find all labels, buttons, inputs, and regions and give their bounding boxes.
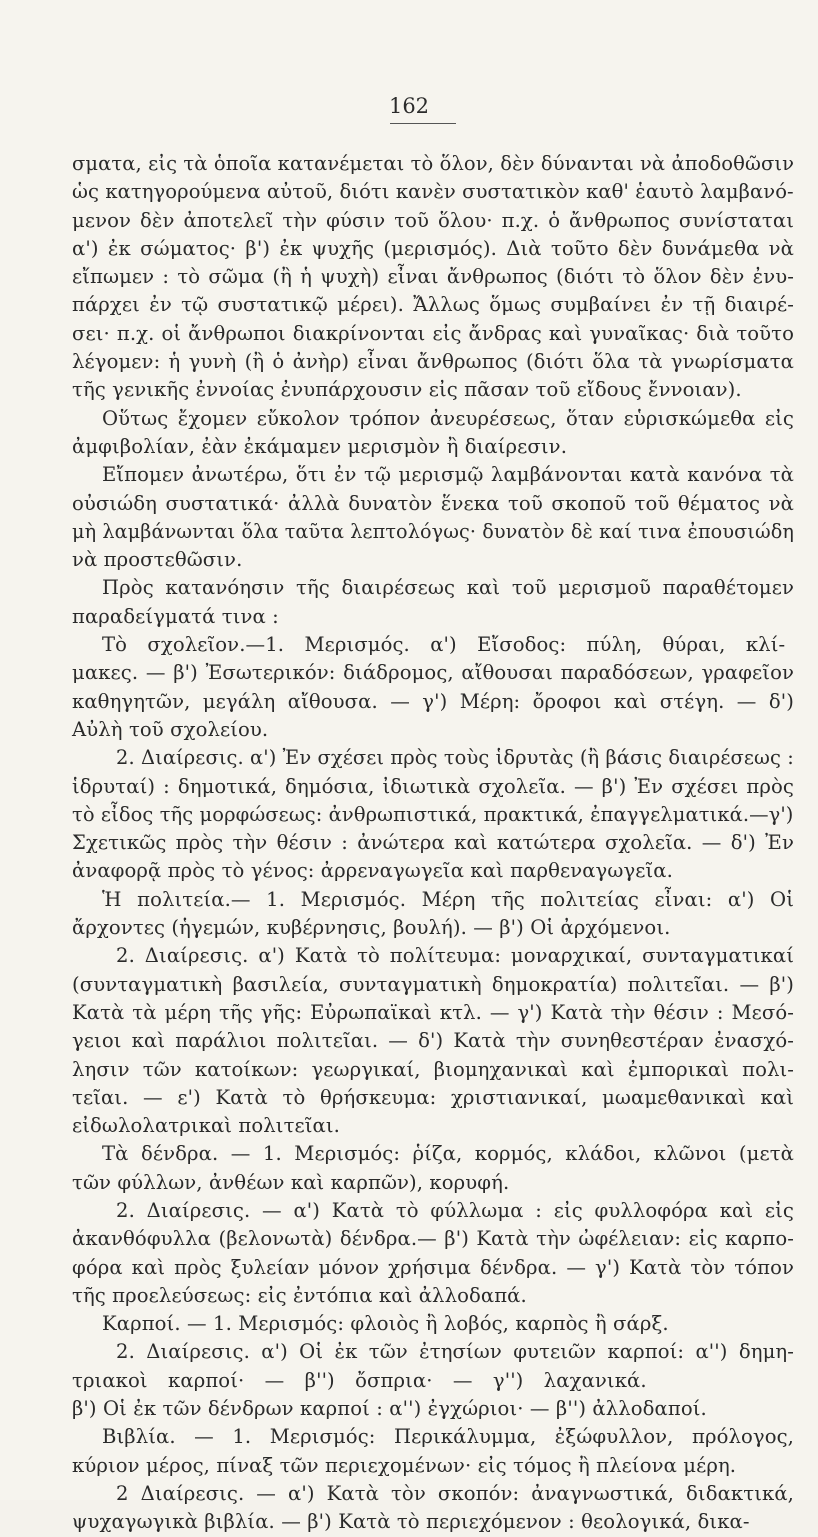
text-line: ἀναφορᾷ πρὸς τὸ γένος: ἀρρεναγωγεῖα καὶ παρθεναγωγεῖα. [72,859,673,883]
text-line: Σχετικῶς πρὸς τὴν θέσιν : ἀνώτερα καὶ κατώτερα σχολεῖα. — δ') Ἐν [72,831,794,855]
text-line: γειοι καὶ παράλιοι πολιτεῖαι. — δ') Κατὰ τὴν συνηθεστέραν ἐνασχό- [72,1029,794,1053]
text-line: τῆς γενικῆς ἐννοίας ἐνυπάρχουσιν εἰς πᾶσαν τοῦ εἴδους ἔννοιαν). [72,378,742,402]
text-line: ἀκανθόφυλλα (βελονωτὰ) δένδρα.— β') Κατὰ τὴν ὠφέλειαν: εἰς καρπο- [72,1227,794,1251]
text-line: τῆς προελεύσεως: εἰς ἐντόπια καὶ ἀλλοδαπά. [72,1283,527,1307]
page-number: 162 [388,94,430,118]
body-text [72,150,794,1537]
text-line: ψυχαγωγικὰ βιβλία. — β') Κατὰ τὸ περιεχόμενον : θεολογικά, δικα- [72,1510,750,1534]
text-line: τὸ εἶδος τῆς μορφώσεως: ἀνθρωπιστικά, πρακτικά, ἐπαγγελματικά.—γ') [72,802,794,826]
text-line: σματα, εἰς τὰ ὁποῖα κατανέμεται τὸ ὅλον, δὲν δύνανται νὰ ἀποδοθῶσιν [72,152,795,175]
text-line: Τὸ σχολεῖον.—1. Μερισμός. α') Εἴσοδος: πύλη, θύραι, κλί- [102,633,786,657]
text-line: 2. Διαίρεσις. — α') Κατὰ τὸ φύλλωμα : εἰς φυλλοφόρα καὶ εἰς [116,1198,794,1222]
page-number-rule [390,123,456,124]
text-line: 2 Διαίρεσις. — α') Κατὰ τὸν σκοπόν: ἀναγνωστικά, διδακτικά, [116,1481,794,1505]
text-line: Πρὸς κατανόησιν τῆς διαιρέσεως καὶ τοῦ μερισμοῦ παραθέτομεν [102,576,794,600]
text-line: τριακοὶ καρποί· — β'') ὄσπρια· — γ'') λαχανικά. [72,1368,647,1392]
text-line: Καρποί. — 1. Μερισμός: φλοιὸς ἢ λοβός, καρπὸς ἢ σάρξ. [102,1312,669,1336]
text-line: νὰ προστεθῶσιν. [72,548,243,572]
text-line: καθηγητῶν, μεγάλη αἴθουσα. — γ') Μέρη: ὄροφοι καὶ στέγη. — δ') [72,689,794,713]
text-line: α') ἐκ σώματος· β') ἐκ ψυχῆς (μερισμός). Διὰ τοῦτο δὲν δυνάμεθα νὰ [72,236,794,260]
text-line: τῶν φύλλων, ἀνθέων καὶ καρπῶν), κορυφή. [72,1170,510,1194]
text-line: Τὰ δένδρα. — 1. Μερισμός: ῥίζα, κορμός, κλάδοι, κλῶνοι (μετὰ [102,1142,794,1166]
text-line: Βιβλία. — 1. Μερισμός: Περικάλυμμα, ἐξώφυλλον, πρόλογος, [102,1425,794,1449]
text-line: εἴπωμεν : τὸ σῶμα (ἢ ἡ ψυχὴ) εἶναι ἄνθρωπος (διότι τὸ ὅλον δὲν ἐνυ- [72,265,794,289]
text-line: μενον δὲν ἀποτελεῖ τὴν φύσιν τοῦ ὅλου· π.χ. ὁ ἄνθρωπος συνίσταται [72,208,794,232]
text-line: πάρχει ἐν τῷ συστατικῷ μέρει). Ἄλλως ὅμως συμβαίνει ἐν τῇ διαιρέ- [72,293,794,317]
text-line: ἀμφιβολίαν, ἐὰν ἐκάμαμεν μερισμὸν ἢ διαίρεσιν. [72,434,568,458]
text-line: τεῖαι. — ε') Κατὰ τὸ θρήσκευμα: χριστιανικαί, μωαμεθανικαὶ καὶ [72,1085,794,1109]
text-line: σει· π.χ. οἱ ἄνθρωποι διακρίνονται εἰς ἄνδρας καὶ γυναῖκας· διὰ τοῦτο [72,321,794,345]
text-line: 2. Διαίρεσις. α') Ἐν σχέσει πρὸς τοὺς ἱδρυτὰς (ἢ βάσις διαιρέσεως : [116,746,794,770]
text-line: Οὕτως ἔχομεν εὔκολον τρόπον ἀνευρέσεως, ὅταν εὑρισκώμεθα εἰς [102,406,794,430]
text-line: εἰδωλολατρικαὶ πολιτεῖαι. [72,1114,340,1138]
text-line: λησιν τῶν κατοίκων: γεωργικαί, βιομηχανικαὶ καὶ ἐμπορικαὶ πολι- [72,1057,794,1081]
text-line: οὐσιώδη συστατικά· ἀλλὰ δυνατὸν ἕνεκα τοῦ σκοποῦ τοῦ θέματος νὰ [72,491,794,515]
text-line: λέγομεν: ἡ γυνὴ (ἢ ὁ ἀνὴρ) εἶναι ἄνθρωπος (διότι ὅλα τὰ γνωρίσματα [72,350,794,374]
text-line: (συνταγματικὴ βασιλεία, συνταγματικὴ δημοκρατία) πολιτεῖαι. — β') [72,972,794,996]
text-line: μακες. — β') Ἐσωτερικόν: διάδρομος, αἴθουσαι παραδόσεων, γραφεῖον [72,661,794,685]
text-line: ἱδρυταί) : δημοτικά, δημόσια, ἰδιωτικὰ σχολεῖα. — β') Ἐν σχέσει πρὸς [72,774,794,798]
text-line: Κατὰ τὰ μέρη τῆς γῆς: Εὐρωπαϊκαὶ κτλ. — γ') Κατὰ τὴν θέσιν : Μεσό- [72,1000,794,1024]
text-line: 2. Διαίρεσις. α') Οἱ ἐκ τῶν ἐτησίων φυτειῶν καρποί: α'') δημη- [116,1340,794,1364]
text-line: Εἴπομεν ἀνωτέρω, ὅτι ἐν τῷ μερισμῷ λαμβάνονται κατὰ κανόνα τὰ [102,463,794,487]
text-line: β') Οἱ ἐκ τῶν δένδρων καρποί : α'') ἐγχώριοι· — β'') ἀλλοδαποί. [72,1397,707,1421]
text-line: ὡς κατηγορούμενα αὐτοῦ, διότι κανὲν συστατικὸν καθ' ἑαυτὸ λαμβανό- [72,180,794,204]
text-line: μὴ λαμβάνωνται ὅλα ταῦτα λεπτολόγως· δυνατὸν δὲ καί τινα ἐπουσιώδη [72,519,794,543]
text-line: Ἡ πολιτεία.— 1. Μερισμός. Μέρη τῆς πολιτείας εἶναι: α') Οἱ [102,887,794,911]
text-line: φόρα καὶ πρὸς ξυλείαν μόνον χρήσιμα δένδρα. — γ') Κατὰ τὸν τόπον [72,1255,794,1279]
text-line: παραδείγματά τινα : [72,604,279,628]
text-line: ἄρχοντες (ἡγεμών, κυβέρνησις, βουλή). — β') Οἱ ἀρχόμενοι. [72,916,671,940]
text-line: 2. Διαίρεσις. α') Κατὰ τὸ πολίτευμα: μοναρχικαί, συνταγματικαί [116,944,794,968]
text-line: κύριον μέρος, πίναξ τῶν περιεχομένων· εἰς τόμος ἢ πλείονα μέρη. [72,1453,737,1477]
text-line: Αὐλὴ τοῦ σχολείου. [72,717,269,741]
